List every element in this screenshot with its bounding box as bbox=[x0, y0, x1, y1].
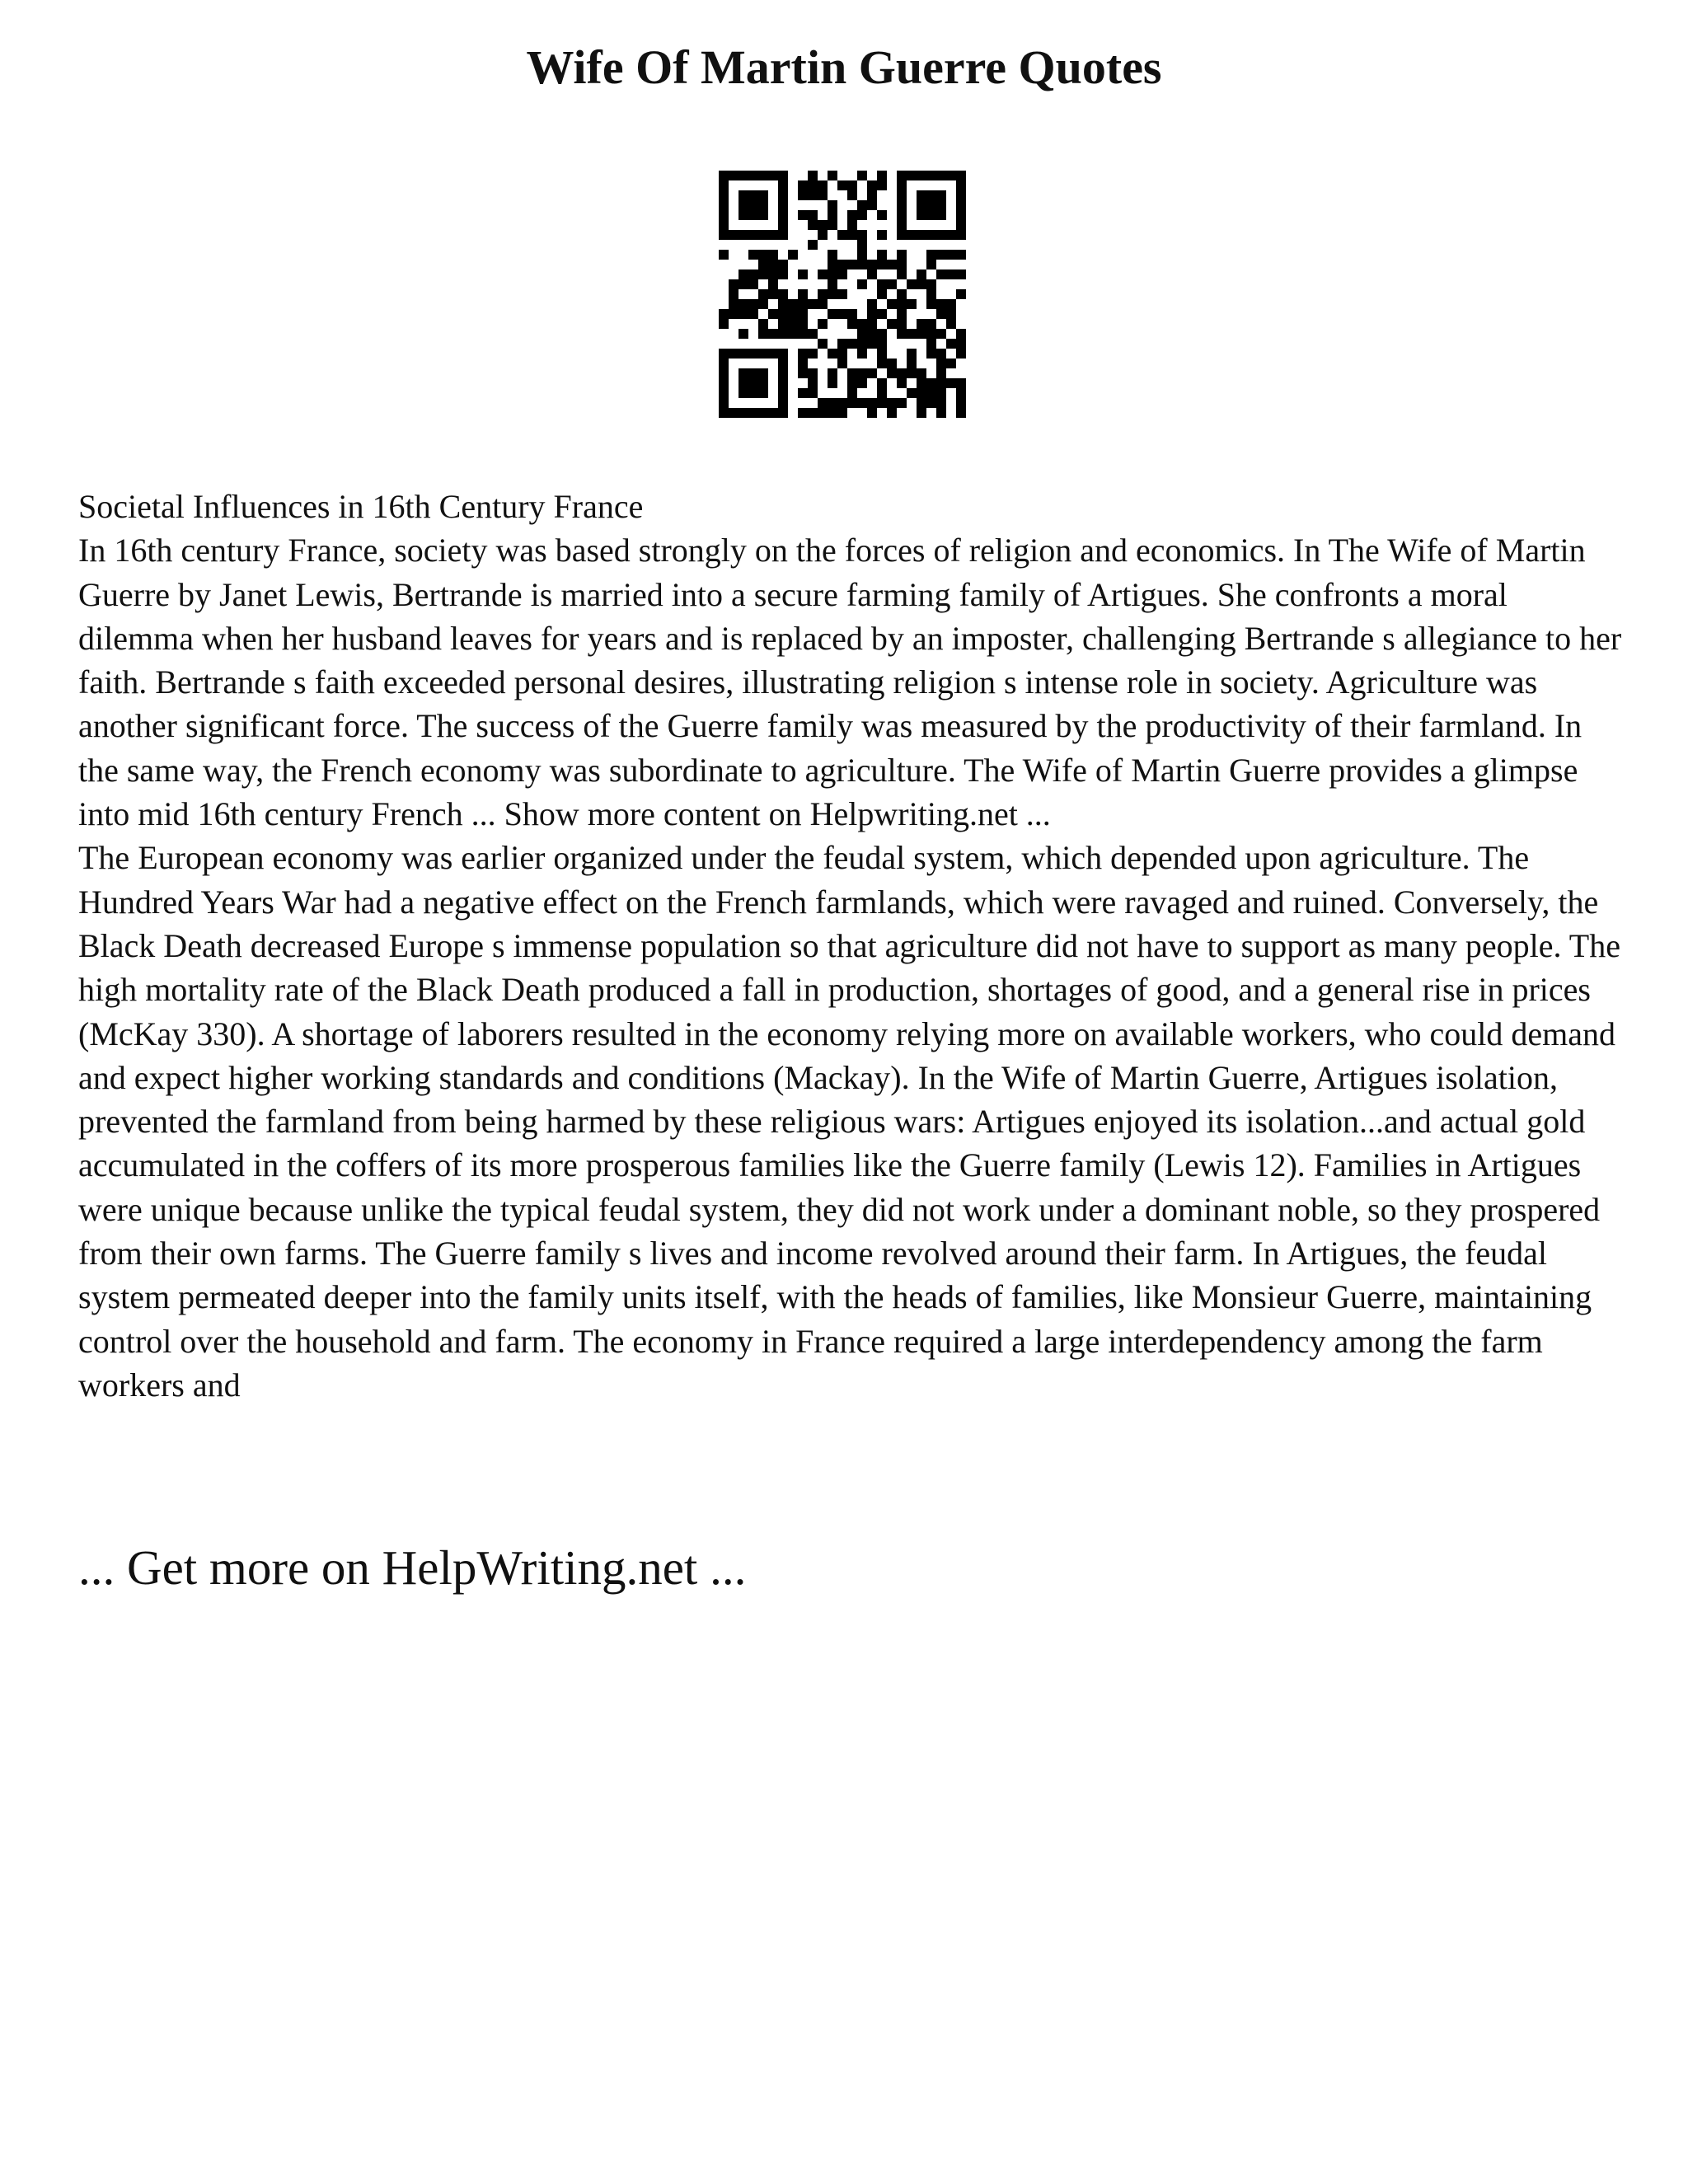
article-paragraph-2: The European economy was earlier organized under the feudal system, which depended upon agriculture. The Hundred Years War had a negative effect on the French farmlands, which were ravaged and ruined. Conversely, the Black Death decreased Europe s immense population so that agriculture did not have to support as many people. The high mortality rate of the Black Death produced a fall in production, shortages of good, and a general rise in prices (McKay 330). A shortage of laborers resulted in the economy relying more on available workers, who could demand and expect higher working standards and conditions (Mackay). In the Wife of Martin Guerre, Artigues isolation, prevented the farmland from being harmed by these religious wars: Artigues enjoyed its isolation...and actual gold accumulated in the coffers of its more prosperous families like the Guerre family (Lewis 12). Families in Artigues were unique because unlike the typical feudal system, they did not work under a dominant noble, so they prospered from their own farms. The Guerre family s lives and income revolved around their farm. In Artigues, the feudal system permeated deeper into the family units itself, with the heads of families, like Monsieur Guerre, maintaining control over the household and farm. The economy in France required a large interdependency among the farm workers and bbox=[78, 839, 1620, 1404]
qr-code-icon bbox=[719, 171, 966, 418]
article-body bbox=[78, 485, 1628, 1407]
article-heading: Societal Influences in 16th Century France bbox=[78, 488, 644, 525]
get-more-link[interactable]: ... Get more on HelpWriting.net ... bbox=[78, 1540, 747, 1595]
article-paragraph-1: In 16th century France, society was based strongly on the forces of religion and economics. In The Wife of Martin Guerre by Janet Lewis, Bertrande is married into a secure farming family of Artigues. She confronts a moral dilemma when her husband leaves for years and is replaced by an imposter, challenging Bertrande s allegiance to her faith. Bertrande s faith exceeded personal desires, illustrating religion s intense role in society. Agriculture was another significant force. The success of the Guerre family was measured by the productivity of their farmland. In the same way, the French economy was subordinate to agriculture. The Wife of Martin Guerre provides a glimpse into mid 16th century French ... Show more content on Helpwriting.net ... bbox=[78, 532, 1622, 833]
page-title: Wife Of Martin Guerre Quotes bbox=[526, 40, 1162, 94]
